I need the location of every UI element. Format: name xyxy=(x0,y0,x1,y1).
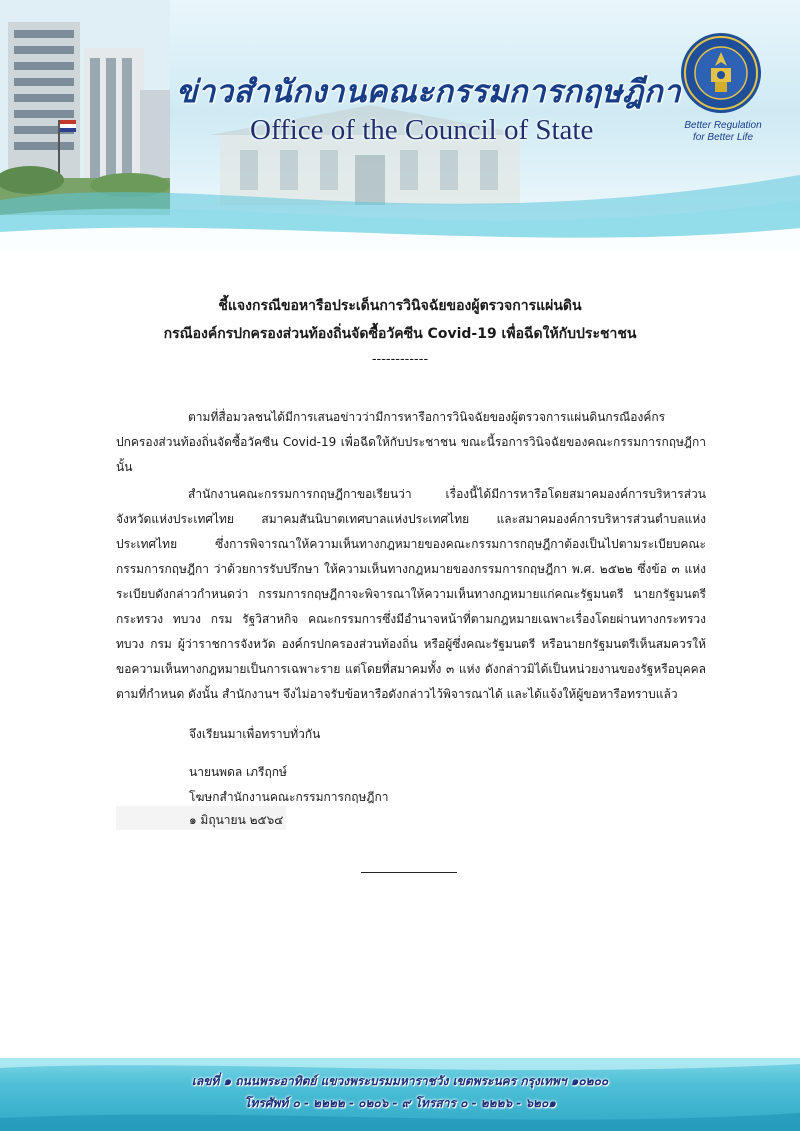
signer-name: นายนพดล เภรีฤกษ์ xyxy=(189,765,287,779)
footer-phone-fax: โทรศัพท์ ๐ - ๒๒๒๒ - ๐๒๐๖ - ๙ โทรสาร ๐ - ๒๒๒๖ - ๖๒๐๑ xyxy=(244,1096,556,1110)
document-date: ๑ มิถุนายน ๒๕๖๔ xyxy=(189,813,284,827)
header-banner xyxy=(0,0,800,250)
motto-text xyxy=(668,120,778,144)
banner-title-thai: ข่าวสำนักงานคณะกรรมการกฤษฎีกา xyxy=(176,74,681,110)
council-of-state-seal-icon xyxy=(680,32,762,114)
footer-band xyxy=(0,1058,800,1131)
body-paragraph-1: ตามที่สื่อมวลชนได้มีการเสนอข่าวว่ามีการหารือการวินิจฉัยของผู้ตรวจการแผ่นดินกรณีองค์กรปกครองส่วนท้องถิ่นจัดซื้อวัคซีน Covid-19 เพื่อฉีดให้กับประชาชน ขณะนี้รอการวินิจฉัยของคณะกรรมการกฤษฎีกา นั้น xyxy=(116,410,706,474)
footer-address: เลขที่ ๑ ถนนพระอาทิตย์ แขวงพระบรมมหาราชวัง เขตพระนคร กรุงเทพฯ ๑๐๒๐๐ xyxy=(191,1074,609,1088)
banner-title-english: Office of the Council of State xyxy=(250,114,594,146)
document-heading-line-1: ชี้แจงกรณีขอหารือประเด็นการวินิจฉัยของผู้ตรวจการแผ่นดิน xyxy=(218,298,582,314)
heading-separator: ------------ xyxy=(371,352,429,367)
body-paragraph-2: สำนักงานคณะกรรมการกฤษฎีกาขอเรียนว่า เรื่องนี้ได้มีการหารือโดยสมาคมองค์การบริหารส่วนจังหวัดแห่งประเทศไทย สมาคมสันนิบาตเทศบาลแห่งประเทศไทย และสมาคมองค์การบริหารส่วนตำบลแห่งประเทศไทย ซึ่งการพิจารณาให้ความเห็นทางกฎหมายของคณะกรรมการกฤษฎีกาต้องเป็นไปตามระเบียบคณะกรรมการกฤษฎีกา ว่าด้วยการรับปรึกษา ให้ความเห็นทางกฎหมายของกรรมการกฤษฎีกา พ.ศ. ๒๕๒๒ ซึ่งข้อ ๓ แห่งระเบียบดังกล่าวกำหนดว่า กรรมการกฤษฎีกาจะพิจารณาให้ความเห็นทางกฎหมายแก่คณะรัฐมนตรี นายกรัฐมนตรี กระทรวง ทบวง กรม รัฐวิสาหกิจ คณะกรรมการซึ่งมีอำนาจหน้าที่ตามกฎหมายเฉพาะเรื่องโดยผ่านทางกระทรวง ทบวง กรม ผู้ว่าราชการจังหวัด องค์กรปกครองส่วนท้องถิ่น หรือผู้ซึ่งคณะรัฐมนตรี หรือนายกรัฐมนตรีเห็นสมควรให้ขอความเห็นทางกฎหมายเป็นการเฉพาะราย แต่โดยที่สมาคมทั้ง ๓ แห่ง ดังกล่าวมิได้เป็นหน่วยงานของรัฐหรือบุคคลตามที่กำหนด ดังนั้น สำนักงานฯ จึงไม่อาจรับข้อหารือดังกล่าวไว้พิจารณาได้ และได้แจ้งให้ผู้ขอหารือทราบแล้ว xyxy=(116,487,706,701)
motto-line-2: for Better Life xyxy=(692,132,754,143)
signer-title: โฆษกสำนักงานคณะกรรมการกฤษฎีกา xyxy=(189,790,389,804)
end-rule xyxy=(361,872,457,873)
motto-line-1: Better Regulation xyxy=(684,120,762,131)
closing-remark: จึงเรียนมาเพื่อทราบทั่วกัน xyxy=(189,727,321,741)
document-heading-line-2: กรณีองค์กรปกครองส่วนท้องถิ่นจัดซื้อวัคซีน Covid-19 เพื่อฉีดให้กับประชาชน xyxy=(163,326,637,342)
